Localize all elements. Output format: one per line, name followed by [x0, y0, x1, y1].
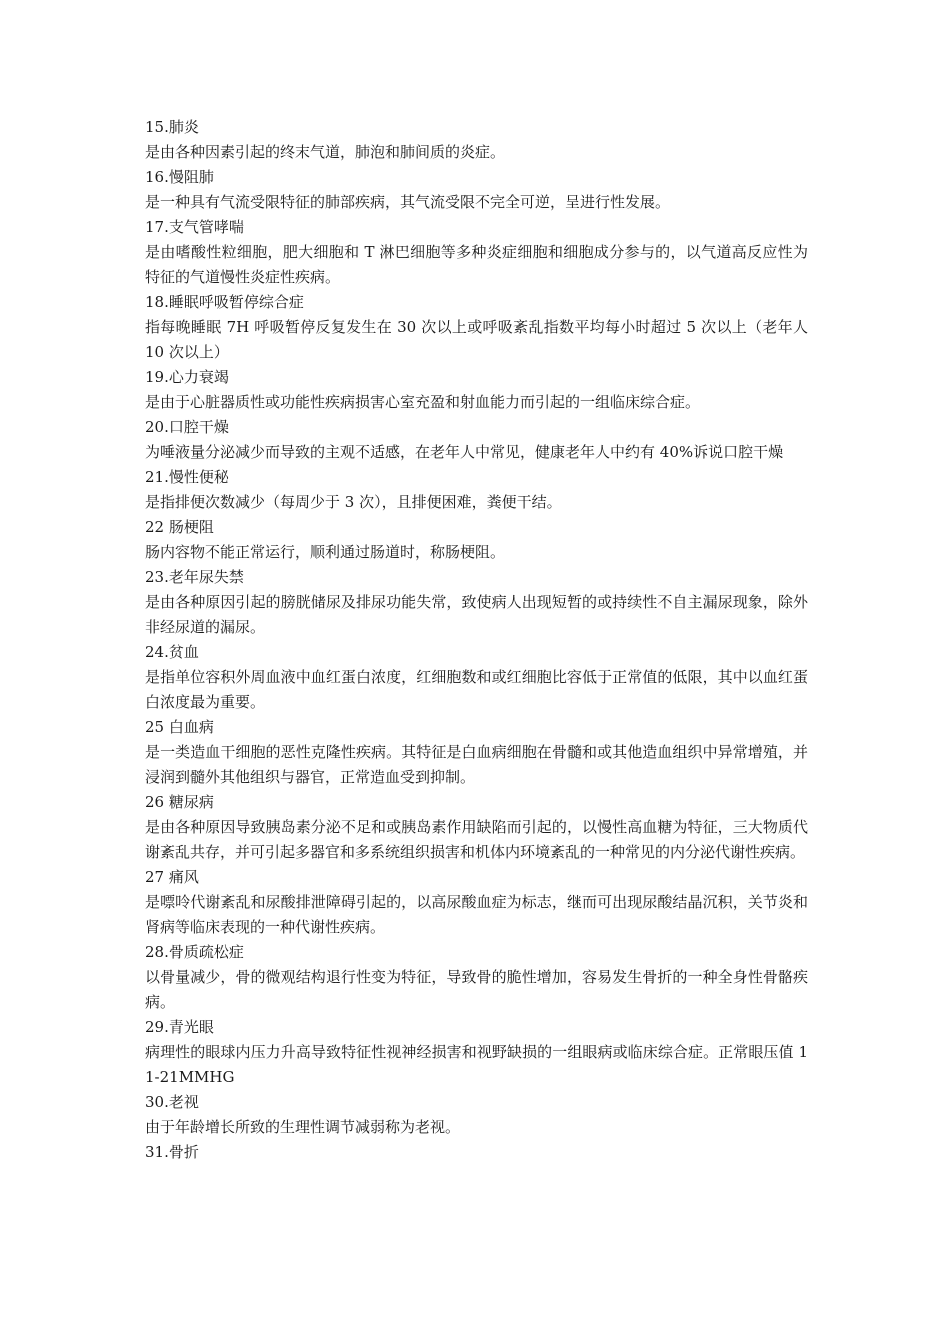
term-heading: 28.骨质疏松症: [145, 943, 244, 961]
term-definition: 是一类造血干细胞的恶性克隆性疾病。其特征是白血病细胞在骨髓和或其他造血组织中异常增殖，并浸润到髓外其他组织与器官，正常造血受到抑制。: [145, 743, 808, 786]
term-definition: 是由各种因素引起的终末气道，肺泡和肺间质的炎症。: [145, 143, 506, 161]
term-heading: 30.老视: [145, 1093, 199, 1111]
term-heading: 21.慢性便秘: [145, 468, 229, 486]
entry-anemia: [145, 640, 808, 715]
entry-sleep-apnea: [145, 290, 808, 365]
term-heading: 16.慢阻肺: [145, 168, 214, 186]
term-heading: 18.睡眠呼吸暂停综合症: [145, 293, 304, 311]
term-heading: 15.肺炎: [145, 118, 199, 136]
term-heading: 31.骨折: [145, 1143, 199, 1161]
term-heading: 24.贫血: [145, 643, 199, 661]
term-definition: 是由各种原因导致胰岛素分泌不足和或胰岛素作用缺陷而引起的，以慢性高血糖为特征，三大物质代谢紊乱共存，并可引起多器官和多系统组织损害和机体内环境紊乱的一种常见的内分泌代谢性疾病。: [145, 818, 808, 861]
entry-osteoporosis: [145, 940, 808, 1015]
entry-pneumonia: [145, 115, 808, 165]
term-definition: 肠内容物不能正常运行，顺利通过肠道时，称肠梗阻。: [145, 543, 506, 561]
term-heading: 19.心力衰竭: [145, 368, 229, 386]
term-definition: 是一种具有气流受限特征的肺部疾病，其气流受限不完全可逆，呈进行性发展。: [145, 193, 671, 211]
entry-diabetes: [145, 790, 808, 865]
entry-intestinal-obstruction: [145, 515, 808, 565]
entry-heart-failure: [145, 365, 808, 415]
term-definition: 指每晚睡眠 7H 呼吸暂停反复发生在 30 次以上或呼吸紊乱指数平均每小时超过 5 次以上（老年人 10 次以上）: [145, 318, 808, 361]
term-definition: 由于年龄增长所致的生理性调节减弱称为老视。: [145, 1118, 461, 1136]
term-definition: 是指单位容积外周血液中血红蛋白浓度，红细胞数和或红细胞比容低于正常值的低限，其中以血红蛋白浓度最为重要。: [145, 668, 808, 711]
term-heading: 23.老年尿失禁: [145, 568, 244, 586]
term-heading: 20.口腔干燥: [145, 418, 229, 436]
term-heading: 26 糖尿病: [145, 793, 214, 811]
term-definition: 是由于心脏器质性或功能性疾病损害心室充盈和射血能力而引起的一组临床综合症。: [145, 393, 701, 411]
term-heading: 22 肠梗阻: [145, 518, 214, 536]
term-definition: 病理性的眼球内压力升高导致特征性视神经损害和视野缺损的一组眼病或临床综合症。正常眼压值 11-21MMHG: [145, 1043, 808, 1086]
entry-glaucoma: [145, 1015, 808, 1090]
entry-constipation: [145, 465, 808, 515]
entry-asthma: [145, 215, 808, 290]
term-definition: 是嘌呤代谢紊乱和尿酸排泄障碍引起的，以高尿酸血症为标志，继而可出现尿酸结晶沉积，关节炎和肾病等临床表现的一种代谢性疾病。: [145, 893, 808, 936]
term-definition: 以骨量减少，骨的微观结构退行性变为特征，导致骨的脆性增加，容易发生骨折的一种全身性骨骼疾病。: [145, 968, 808, 1011]
entry-dry-mouth: [145, 415, 808, 465]
entry-fracture: [145, 1140, 808, 1165]
entry-gout: [145, 865, 808, 940]
entry-leukemia: [145, 715, 808, 790]
term-definition: 是指排便次数减少（每周少于 3 次），且排便困难，粪便干结。: [145, 493, 562, 511]
term-definition: 为唾液量分泌减少而导致的主观不适感，在老年人中常见，健康老年人中约有 40%诉说口腔干燥: [145, 443, 784, 461]
entry-urinary-incontinence: [145, 565, 808, 640]
term-heading: 25 白血病: [145, 718, 214, 736]
document-page: [145, 115, 808, 1165]
entry-presbyopia: [145, 1090, 808, 1140]
entry-copd: [145, 165, 808, 215]
term-heading: 17.支气管哮喘: [145, 218, 244, 236]
term-definition: 是由各种原因引起的膀胱储尿及排尿功能失常，致使病人出现短暂的或持续性不自主漏尿现象，除外非经尿道的漏尿。: [145, 593, 808, 636]
term-heading: 29.青光眼: [145, 1018, 214, 1036]
term-definition: 是由嗜酸性粒细胞，肥大细胞和 T 淋巴细胞等多种炎症细胞和细胞成分参与的，以气道高反应性为特征的气道慢性炎症性疾病。: [145, 243, 808, 286]
term-heading: 27 痛风: [145, 868, 199, 886]
